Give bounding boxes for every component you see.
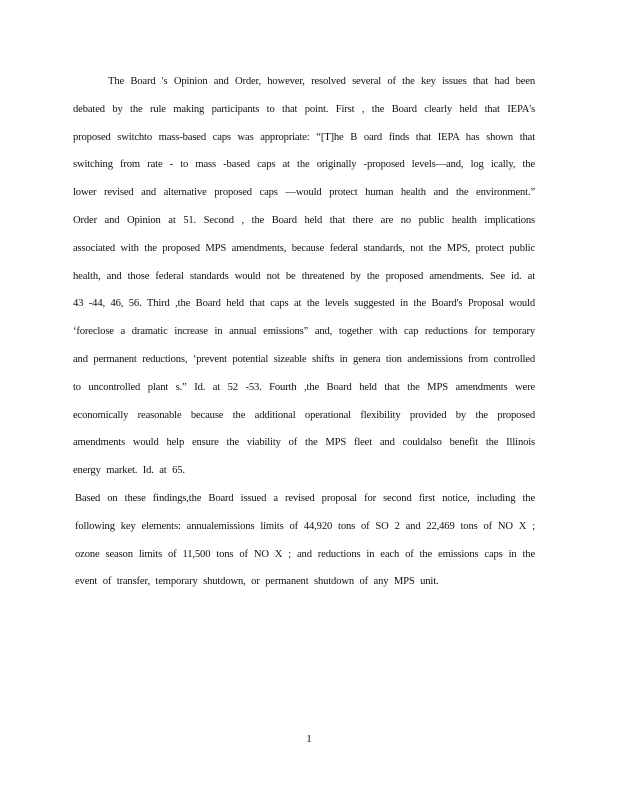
- document-body: [73, 68, 535, 596]
- page-number: 1: [306, 733, 312, 745]
- body-paragraph-revised-proposal: Based on these findings,the Board issued a revised proposal for second first notice, including the following key elements: annualemissions limits of 44,920 tons of SO 2 and 22,469 tons of NO X ; ozone season limits of 11,500 tons of NO X ; and reductions in each of the emissions caps in the event of transfer, temporary shutdown, or permanent shutdown of any MPS unit.: [75, 492, 535, 588]
- body-paragraph-opinion-and-order: The Board 's Opinion and Order, however, resolved several of the key issues that had been debated by the rule making participants to that point. First , the Board clearly held that IEPA's proposed switchto mass-based caps was appropriate: “[T]he B oard finds that IEPA has shown that switching from rate - to mass -based caps at the originally -proposed levels—and, log ically, the lower revised and alternative proposed caps —would protect human health and the environment.” Order and Opinion at 51. Second , the Board held that there are no public health implications associated with the proposed MPS amendments, because federal standards, not the MPS, protect public health, and those federal standards would not be threatened by the proposed amendments. See id. at 43 -44, 46, 56. Third ,the Board held that caps at the levels suggested in the Board's Proposal would ‘foreclose a dramatic increase in annual emissions” and, together with cap reductions for temporary and permanent reductions, ‘prevent potential sizeable shifts in genera tion andemissions from controlled to uncontrolled plant s.” Id. at 52 -53. Fourth ,the Board held that the MPS amendments were economically reasonable because the additional operational flexibility provided by the proposed amendments would help ensure the viability of the MPS fleet and couldalso benefit the Illinois energy market. Id. at 65.: [73, 76, 535, 477]
